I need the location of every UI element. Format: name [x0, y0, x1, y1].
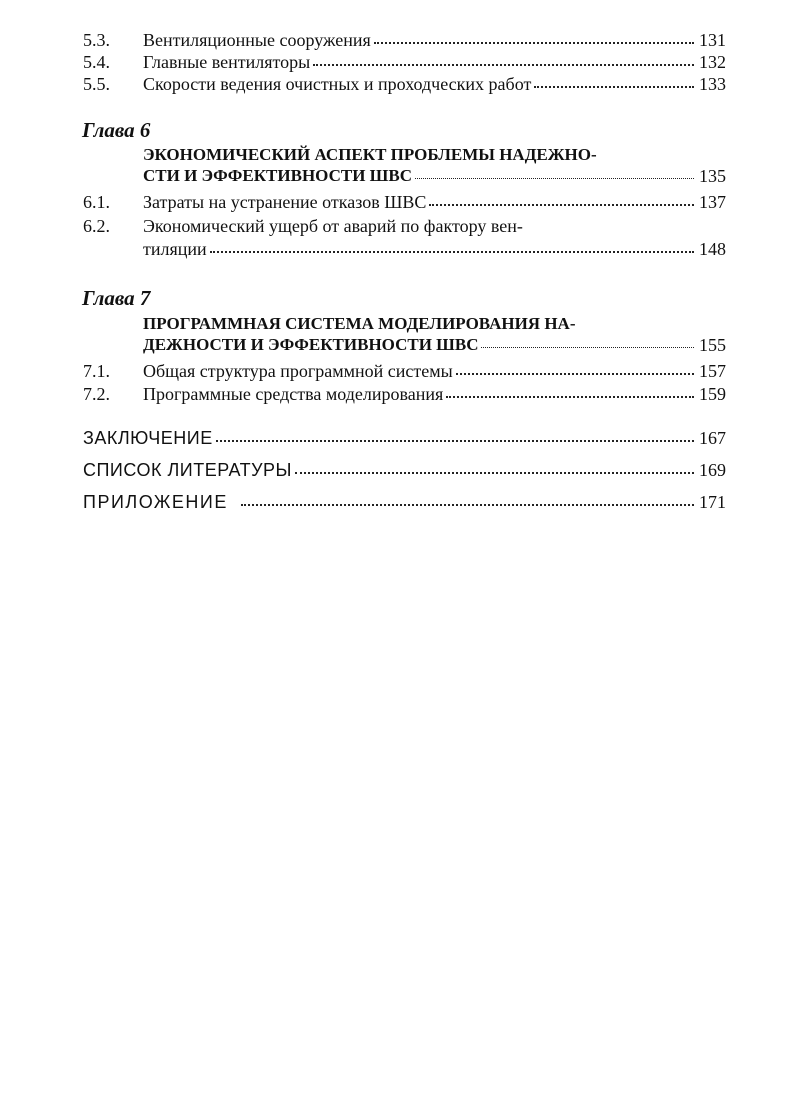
- dot-leader: [216, 436, 694, 442]
- dot-leader: [374, 38, 694, 44]
- page-number: 169: [699, 460, 726, 480]
- section-number: 7.1.: [83, 361, 110, 381]
- page-number: 155: [699, 335, 726, 355]
- page-number: 131: [699, 30, 726, 50]
- dot-leader: [429, 200, 694, 206]
- dot-leader: [295, 468, 694, 474]
- toc-entry-6-2-cont: [0, 239, 809, 265]
- leader: [83, 428, 697, 449]
- dot-leader: [313, 60, 694, 66]
- leader: [143, 30, 697, 51]
- page-number: 148: [699, 239, 726, 259]
- dot-leader: [210, 247, 694, 253]
- leader: [143, 52, 697, 73]
- toc-entry-chapter-6: [0, 166, 809, 192]
- dot-leader: [415, 174, 694, 179]
- references-title: СПИСОК ЛИТЕРАТУРЫ: [83, 460, 292, 480]
- toc-entry-7-2: [0, 384, 809, 410]
- section-number: 6.2.: [83, 216, 110, 236]
- section-title-line1: Экономический ущерб от аварий по фактору вен-: [143, 216, 523, 236]
- section-number: 5.5.: [83, 74, 110, 94]
- dot-leader: [456, 369, 694, 375]
- leader: [143, 239, 697, 260]
- section-title: Общая структура программной системы: [143, 361, 453, 381]
- page-number: 133: [699, 74, 726, 94]
- toc-entry-appendix: [0, 492, 809, 518]
- section-title: Программные средства моделирования: [143, 384, 444, 404]
- toc-entry-references: [0, 460, 809, 486]
- chapter-6-label: Глава 6: [82, 118, 151, 142]
- leader: [143, 361, 697, 382]
- chapter-7-title-line1: ПРОГРАММНАЯ СИСТЕМА МОДЕЛИРОВАНИЯ НА-: [143, 314, 576, 333]
- leader: [143, 166, 697, 186]
- page-number: 157: [699, 361, 726, 381]
- page-number: 171: [699, 492, 726, 512]
- leader: [83, 492, 697, 513]
- conclusion-title: ЗАКЛЮЧЕНИЕ: [83, 428, 213, 448]
- dot-leader: [481, 343, 694, 348]
- toc-entry-conclusion: [0, 428, 809, 454]
- dot-leader: [534, 82, 694, 88]
- section-number: 5.3.: [83, 30, 110, 50]
- page-number: 167: [699, 428, 726, 448]
- section-title: Затраты на устранение отказов ШВС: [143, 192, 427, 212]
- page-number: 137: [699, 192, 726, 212]
- section-number: 6.1.: [83, 192, 110, 212]
- section-title: Главные вентиляторы: [143, 52, 311, 72]
- leader: [143, 74, 697, 95]
- chapter-7-title-line2: ДЕЖНОСТИ И ЭФФЕКТИВНОСТИ ШВС: [143, 335, 479, 354]
- dot-leader: [241, 500, 694, 506]
- page-number: 132: [699, 52, 726, 72]
- toc-entry-5-5: [0, 74, 809, 100]
- section-title: Скорости ведения очистных и проходческих работ: [143, 74, 532, 94]
- section-number: 5.4.: [83, 52, 110, 72]
- leader: [143, 384, 697, 405]
- appendix-title: ПРИЛОЖЕНИЕ: [83, 492, 228, 512]
- leader: [143, 335, 697, 355]
- chapter-6-title-line2: СТИ И ЭФФЕКТИВНОСТИ ШВС: [143, 166, 412, 185]
- chapter-6-title-line1: ЭКОНОМИЧЕСКИЙ АСПЕКТ ПРОБЛЕМЫ НАДЕЖНО-: [143, 145, 597, 164]
- leader: [143, 192, 697, 213]
- section-title-line2: тиляции: [143, 239, 207, 259]
- dot-leader: [446, 392, 694, 398]
- section-title: Вентиляционные сооружения: [143, 30, 371, 50]
- toc-entry-6-1: [0, 192, 809, 218]
- toc-entry-chapter-7: [0, 335, 809, 361]
- section-number: 7.2.: [83, 384, 110, 404]
- page-number: 135: [699, 166, 726, 186]
- leader: [83, 460, 697, 481]
- chapter-7-label: Глава 7: [82, 286, 151, 310]
- page-number: 159: [699, 384, 726, 404]
